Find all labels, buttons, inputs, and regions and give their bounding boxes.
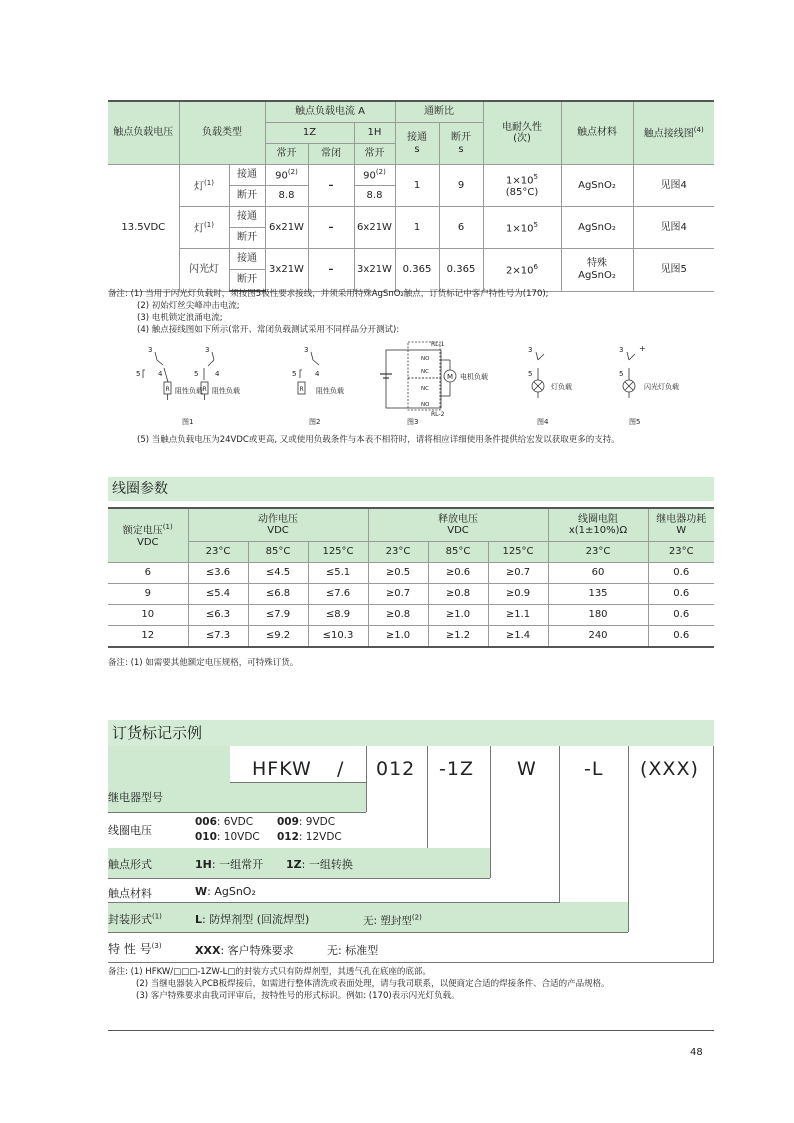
off-label: 断开 <box>229 270 265 292</box>
off-label: 断开 <box>229 186 265 207</box>
table-row <box>108 626 714 648</box>
cell: ≥0.7 <box>368 584 428 605</box>
resistive-load-label: 阻性负载 <box>212 387 240 395</box>
coil-option <box>277 831 342 843</box>
order-note-2: (2) 当继电器装入PCB板焊接后，如需进行整体清洗或表面处理，请与我司联系，以便商定合适的焊接条件、合适的产品规格。 <box>136 979 610 989</box>
resistive-load-label: 阻性负载 <box>175 387 203 395</box>
footer-rule <box>108 1030 714 1031</box>
model-label: 继电器型号 <box>108 791 163 804</box>
cell: ≥1.2 <box>428 626 488 648</box>
special-none: 无: 标准型 <box>327 944 379 957</box>
resistive-load-label: 阻性负载 <box>316 387 344 395</box>
code-package: -L <box>584 758 604 780</box>
cell: 12 <box>108 626 188 648</box>
fig3-circuit <box>380 341 488 418</box>
cell: ≤5.1 <box>308 563 368 584</box>
endurance-exp: 5 <box>533 220 538 229</box>
mat-code: W <box>195 885 208 898</box>
ordering-line <box>108 932 628 933</box>
terminal-4: 4 <box>315 370 320 378</box>
header-material: 触点材料 <box>561 101 633 165</box>
header-endurance-label: 电耐久性 <box>502 121 542 133</box>
cf-text: : 一组转换 <box>301 858 353 871</box>
nc-cell: – <box>308 165 354 207</box>
spec-code: XXX <box>195 944 221 957</box>
diagram-cell: 见图4 <box>633 165 714 207</box>
endurance-exp: 5 <box>533 172 538 181</box>
terminal-3: 3 <box>304 346 309 354</box>
material-line1: 特殊 <box>587 258 607 270</box>
fig4-caption: 图4 <box>537 418 549 426</box>
resist-unit: x(1±10%)Ω <box>568 525 628 536</box>
lamp-load-label: 灯负载 <box>551 383 572 391</box>
code-special: (XXX) <box>640 758 699 780</box>
ordering-line <box>427 746 428 848</box>
ordering-line <box>628 746 629 932</box>
terminal-4: 4 <box>215 370 220 378</box>
material-cell: AgSnO₂ <box>561 165 633 207</box>
coil-option-text: : 6VDC <box>216 816 254 828</box>
cf-code: 1Z <box>286 858 302 871</box>
pickup-label: 动作电压 <box>258 513 298 525</box>
coil-option-code: 009 <box>277 816 299 828</box>
header-release <box>368 508 548 542</box>
mat-text: : AgSnO₂ <box>207 885 256 898</box>
header-diagram-label: 触点接线图 <box>643 128 694 140</box>
value-cell <box>354 165 395 186</box>
note-4: (4) 触点接线图如下所示(常开、常闭负载测试采用不同样品分开测试): <box>137 325 400 335</box>
header-resistance <box>548 508 648 542</box>
value-cell <box>265 165 308 186</box>
cell: ≤8.9 <box>308 605 368 626</box>
endurance-value: 1×10 <box>506 175 534 187</box>
material-label: 触点材料 <box>108 887 152 900</box>
cell: 0.6 <box>648 563 714 584</box>
resistor-label: R <box>202 386 207 393</box>
ordering-line <box>108 812 366 813</box>
cell: ≥0.6 <box>428 563 488 584</box>
coil-option <box>195 816 253 828</box>
cell: 180 <box>548 605 648 626</box>
material-option <box>195 885 256 898</box>
ordering-bar-top <box>108 746 230 782</box>
header-on-unit: s <box>414 143 420 155</box>
fig1-caption: 图1 <box>182 418 194 426</box>
pickup-unit: VDC <box>267 525 289 536</box>
ordering-line <box>108 962 714 963</box>
note-5: (5) 当触点负载电压为24VDC或更高, 又或使用负载条件与本表不相符时，请将相应详细使用条件提供给宏发以获取更多的支持。 <box>137 435 620 445</box>
type-cell: 闪光灯 <box>179 249 229 292</box>
special-label <box>108 940 162 957</box>
temp-header: 125°C <box>488 542 548 563</box>
note-1: 备注: (1) 当用于闪光灯负载时，须按图5极性要求接线，并须采用特殊AgSnO₂触点，订货标记中客户特性号为(170); <box>108 289 549 299</box>
cell: ≤7.6 <box>308 584 368 605</box>
type-cell <box>179 207 229 249</box>
coil-option-code: 012 <box>277 831 299 843</box>
terminal-3: 3 <box>528 346 533 354</box>
cf-text: : 一组常开 <box>211 858 264 871</box>
ordering-line <box>366 746 367 812</box>
value-cell: 6x21W <box>265 207 308 249</box>
header-1z-nc: 常闭 <box>308 144 354 165</box>
header-on-label: 接通 <box>407 132 427 143</box>
diagram-cell: 见图4 <box>633 207 714 249</box>
ordering-line <box>108 878 490 879</box>
on-label: 接通 <box>229 249 265 270</box>
on-s-cell: 1 <box>395 207 439 249</box>
coil-option <box>195 831 260 843</box>
contact-form-label: 触点形式 <box>108 858 152 871</box>
material-cell <box>561 249 633 292</box>
rated-unit: VDC <box>136 536 159 548</box>
header-diagram <box>633 101 714 165</box>
header-endurance <box>483 101 561 165</box>
value-cell: 3x21W <box>265 249 308 292</box>
cell: 240 <box>548 626 648 648</box>
header-1h: 1H <box>354 123 395 144</box>
resistor-label: R <box>299 386 304 393</box>
ordering-line <box>559 746 560 902</box>
material-cell: AgSnO₂ <box>561 207 633 249</box>
on-s-cell: 0.365 <box>395 249 439 292</box>
endurance-cell <box>483 249 561 292</box>
rl1-label: RL-1 <box>431 341 445 348</box>
fig1-circuit-b <box>194 346 240 400</box>
value: 90 <box>275 170 288 182</box>
cell: 9 <box>108 584 188 605</box>
cell: 0.6 <box>648 584 714 605</box>
cell: 10 <box>108 605 188 626</box>
cell: ≥1.0 <box>368 626 428 648</box>
header-current: 触点负载电流 A <box>265 101 395 123</box>
cell: 6 <box>108 563 188 584</box>
special-option <box>195 942 294 958</box>
header-1h-no: 常开 <box>354 144 395 165</box>
table-row <box>108 563 714 584</box>
header-1z-no: 常开 <box>265 144 308 165</box>
cell: 135 <box>548 584 648 605</box>
off-s-cell: 0.365 <box>439 249 483 292</box>
cf-code: 1H <box>195 858 212 871</box>
cell: ≥0.5 <box>368 563 428 584</box>
header-rated-voltage <box>108 508 188 563</box>
value-cell: 6x21W <box>354 207 395 249</box>
header-power <box>648 508 714 542</box>
release-unit: VDC <box>447 525 469 536</box>
cell: ≥0.8 <box>428 584 488 605</box>
fig4-circuit <box>528 346 572 398</box>
cell: ≤3.6 <box>188 563 248 584</box>
header-on-s <box>395 123 439 165</box>
nc-cell: – <box>308 249 354 292</box>
terminal-5: 5 <box>136 370 141 378</box>
note-2: (2) 初始灯丝尖峰冲击电流; <box>137 301 240 311</box>
header-1z: 1Z <box>265 123 354 144</box>
endurance-exp: 6 <box>533 262 538 271</box>
package-label <box>108 911 162 927</box>
fig5-caption: 图5 <box>629 418 641 426</box>
ordering-line <box>713 746 714 962</box>
ordering-line <box>108 902 560 903</box>
fig2-circuit <box>292 346 344 395</box>
on-label: 接通 <box>229 165 265 186</box>
voltage-cell: 13.5VDC <box>108 165 179 292</box>
pkg-code: L <box>195 913 203 926</box>
type-sup: (1) <box>204 178 214 187</box>
spec-text: : 客户特殊要求 <box>220 944 294 957</box>
coil-section-title: 线圈参数 <box>108 477 714 501</box>
terminal-5: 5 <box>619 370 624 378</box>
terminal-4: 4 <box>158 370 163 378</box>
endurance-note: (85°C) <box>505 186 539 198</box>
note-3: (3) 电机锁定浪涌电流; <box>137 313 223 323</box>
terminal-3: 3 <box>148 346 153 354</box>
cell: ≥0.7 <box>488 563 548 584</box>
value-cell: 8.8 <box>265 186 308 207</box>
table-row <box>108 605 714 626</box>
table-row <box>108 584 714 605</box>
cell: ≥1.1 <box>488 605 548 626</box>
no-label: NO <box>421 356 430 362</box>
header-load-voltage: 触点负载电压 <box>108 101 179 165</box>
terminal-5: 5 <box>194 370 199 378</box>
cell: ≤5.4 <box>188 584 248 605</box>
value-cell: 3x21W <box>354 249 395 292</box>
power-unit: W <box>676 525 687 536</box>
cell: ≥1.0 <box>428 605 488 626</box>
terminal-3: 3 <box>205 346 210 354</box>
temp-header: 23°C <box>368 542 428 563</box>
rl2-label: RL-2 <box>431 411 445 418</box>
package-sup: (1) <box>152 912 162 921</box>
coil-option-text: : 9VDC <box>298 816 336 828</box>
cell: ≤10.3 <box>308 626 368 648</box>
coil-option <box>277 816 335 828</box>
value-cell: 8.8 <box>354 186 395 207</box>
header-ratio: 通断比 <box>395 101 483 123</box>
type-sup: (1) <box>204 220 214 229</box>
value-sup: (2) <box>287 168 298 177</box>
fig2-caption: 图2 <box>309 418 321 426</box>
coil-option-code: 010 <box>195 831 217 843</box>
code-model: HFKW <box>252 758 312 780</box>
cell: 0.6 <box>648 605 714 626</box>
special-label-text: 特 性 号 <box>108 942 152 956</box>
coil-table <box>108 507 714 648</box>
nc-cell: – <box>308 207 354 249</box>
table-row <box>108 165 714 186</box>
endurance-value: 1×10 <box>506 222 534 234</box>
endurance-cell <box>483 207 561 249</box>
coil-option-text: : 12VDC <box>298 831 342 843</box>
cell: ≤4.5 <box>248 563 308 584</box>
type-label: 灯 <box>194 180 205 192</box>
header-off-s <box>439 123 483 165</box>
package-option <box>195 911 309 927</box>
terminal-5: 5 <box>528 370 533 378</box>
motor-load-label: 电机负载 <box>460 373 488 381</box>
page-number: 48 <box>690 1047 703 1058</box>
package-label-text: 封装形式 <box>108 913 152 926</box>
cell: ≥0.9 <box>488 584 548 605</box>
cell: ≤6.3 <box>188 605 248 626</box>
resist-label: 线圈电阻 <box>578 513 618 525</box>
header-diagram-sup: (4) <box>693 126 704 135</box>
code-coil: 012 <box>376 758 416 780</box>
off-s-cell: 6 <box>439 207 483 249</box>
table-row <box>108 207 714 228</box>
material-line2: AgSnO₂ <box>578 269 616 281</box>
cell: ≥0.8 <box>368 605 428 626</box>
contact-form-option <box>286 856 353 872</box>
code-slash: / <box>337 758 345 780</box>
pkg-text: : 防焊剂型 (回流焊型) <box>202 913 310 926</box>
contact-form-option <box>195 856 263 872</box>
cell: 60 <box>548 563 648 584</box>
header-endurance-unit: (次) <box>513 133 531 144</box>
temp-header: 23°C <box>188 542 248 563</box>
contact-load-table <box>108 100 714 292</box>
coil-voltage-label: 线圈电压 <box>108 824 152 837</box>
cell: ≤7.9 <box>248 605 308 626</box>
header-off-label: 断开 <box>451 132 471 143</box>
rated-sup: (1) <box>162 522 173 531</box>
package-none <box>363 913 422 928</box>
temp-header: 23°C <box>648 542 714 563</box>
endurance-value: 2×10 <box>506 265 534 277</box>
temp-header: 85°C <box>428 542 488 563</box>
pkg-none-sup: (2) <box>411 913 422 922</box>
release-label: 释放电压 <box>438 513 478 525</box>
special-sup: (3) <box>151 942 162 950</box>
terminal-3: 3 <box>619 346 624 354</box>
coil-option-code: 006 <box>195 816 217 828</box>
fig3-caption: 图3 <box>407 418 419 426</box>
code-contact-form: -1Z <box>439 758 474 780</box>
off-label: 断开 <box>229 228 265 249</box>
power-label: 继电器功耗 <box>656 513 707 525</box>
ordering-section-title: 订货标记示例 <box>108 720 714 746</box>
on-label: 接通 <box>229 207 265 228</box>
code-material: W <box>517 758 537 780</box>
off-s-cell: 9 <box>439 165 483 207</box>
coil-note: 备注: (1) 如需要其他额定电压规格，可特殊订货。 <box>108 658 299 668</box>
wiring-diagrams <box>108 338 714 428</box>
order-note-1: 备注: (1) HFKW/□□□-1ZW-L□的封装方式只有防焊剂型，其透气孔在底座的底部。 <box>108 967 431 977</box>
ordering-line <box>490 746 491 878</box>
header-off-unit: s <box>458 143 464 155</box>
motor-symbol: M <box>447 373 454 381</box>
on-s-cell: 1 <box>395 165 439 207</box>
temp-header: 125°C <box>308 542 368 563</box>
diagram-cell: 见图5 <box>633 249 714 292</box>
ordering-line <box>230 782 366 783</box>
type-label: 灯 <box>194 222 205 234</box>
cell: ≤6.8 <box>248 584 308 605</box>
nc-label: NC <box>421 369 429 375</box>
header-pickup <box>188 508 368 542</box>
fig1-circuit-a <box>136 346 203 400</box>
cell: 0.6 <box>648 626 714 648</box>
table-row <box>108 249 714 270</box>
pkg-none-text: 无: 塑封型 <box>363 915 412 927</box>
cell: ≥1.4 <box>488 626 548 648</box>
cell: ≤9.2 <box>248 626 308 648</box>
rated-label: 额定电压 <box>122 525 163 537</box>
nc-label: NC <box>421 386 429 392</box>
flash-load-label: 闪光灯负载 <box>644 383 679 391</box>
value: 90 <box>363 170 376 182</box>
resistor-label: R <box>165 386 170 393</box>
endurance-cell <box>483 165 561 207</box>
no-label: NO <box>421 402 430 408</box>
temp-header: 23°C <box>548 542 648 563</box>
coil-option-text: : 10VDC <box>216 831 260 843</box>
header-load-type: 负载类型 <box>179 101 265 165</box>
value-sup: (2) <box>375 168 386 177</box>
cell: ≤7.3 <box>188 626 248 648</box>
plus-sign: + <box>639 344 646 353</box>
fig5-circuit <box>619 344 679 398</box>
terminal-5: 5 <box>292 370 297 378</box>
order-note-3: (3) 客户特殊要求由我司评审后，按特性号的形式标识。例如: (170)表示闪光灯负载。 <box>136 991 460 1001</box>
temp-header: 85°C <box>248 542 308 563</box>
type-cell <box>179 165 229 207</box>
